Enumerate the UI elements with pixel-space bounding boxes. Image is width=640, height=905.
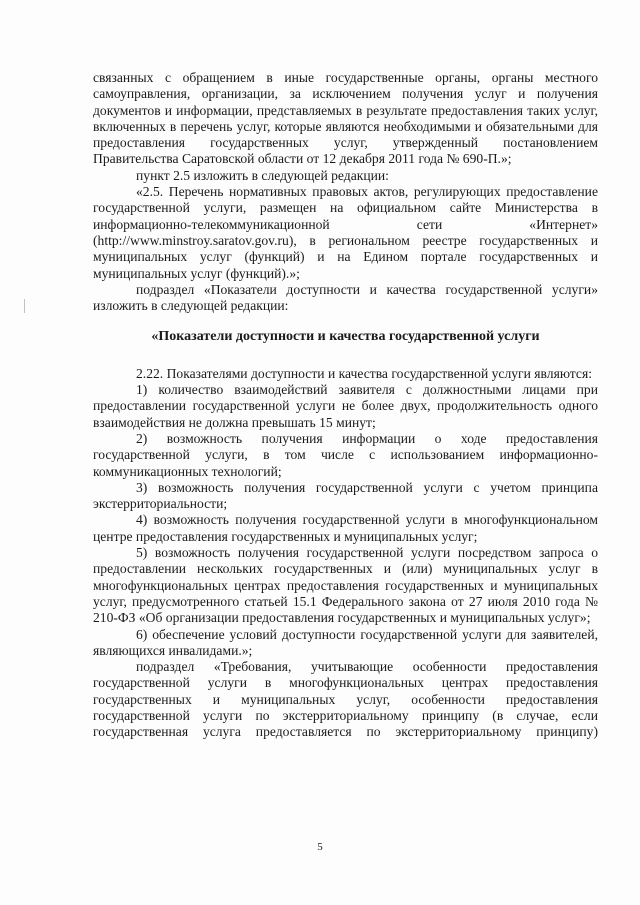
list-item-3: 3) возможность получения государственной услуги с учетом принципа экстерриториальности; [93, 479, 598, 512]
paragraph-point-2-5-intro: пункт 2.5 изложить в следующей редакции: [136, 167, 389, 183]
paragraph-continuation: связанных с обращением в иные государственные органы, органы местного самоуправления, организации, за исключением получения услуг и получения документов и информации, представляемых в результате предоставления таких услуг, включенных в перечень услуг, которые являются необходимыми и обязательными для предоставления государственных услуг, утвержденный постановлением Правительства Саратовской области от 12 декабря 2011 года № 690-П.»; [93, 70, 598, 167]
list-item-4: 4) возможность получения государственной услуги в многофункциональном центре предоставления государственных и муниципальных услуг; [93, 512, 598, 544]
paragraph-2-22: 2.22. Показателями доступности и качества государственной услуги являются: [136, 365, 592, 381]
margin-mark [24, 299, 25, 313]
list-item-2: 2) возможность получения информации о ходе предоставления государственной услуги, в том числе с использованием информационно-коммуникационных технологий; [93, 430, 598, 479]
paragraph-subsection-intro: подраздел «Показатели доступности и качества государственной услуги» изложить в следующей редакции: [93, 281, 598, 314]
list-item-5: 5) возможность получения государственной услуги посредством запроса о предоставлении нескольких государственных и (или) муниципальных услуг в многофункциональных центрах предоставления государственных и муниципальных услуг, предусмотренного статьей 15.1 Федерального закона от 27 июля 2010 года № 210-ФЗ «Об организации предоставления государственных и муниципальных услуг»; [93, 545, 598, 626]
document-body [93, 70, 598, 741]
paragraph-point-2-5: «2.5. Перечень нормативных правовых актов, регулирующих предоставление государственной услуги, размещен на официальном сайте Министерства в информационно-телекоммуникационной сети «Интернет» (http://www.minstroy.saratov.gov.ru), в региональном реестре государственных и муниципальных услуг (функций) и на Едином портале государственных и муниципальных услуг (функций).»; [93, 184, 598, 281]
list-item-1: 1) количество взаимодействий заявителя с должностными лицами при предоставлении государственной услуги не более двух, продолжительность одного взаимодействия не должна превышать 15 минут; [93, 382, 598, 430]
page-number: 5 [317, 841, 323, 853]
paragraph-requirements-subsection: подраздел «Требования, учитывающие особенности предоставления государственной услуги в многофункциональных центрах предоставления государственных и муниципальных услуг, особенности предоставления государственной услуги по экстерриториальному принципу (в случае, если государственная услуга предоставляется по экстерриториальному принципу) [93, 659, 598, 740]
list-item-6: 6) обеспечение условий доступности государственной услуги для заявителей, являющихся инвалидами.»; [93, 626, 598, 658]
section-heading: «Показатели доступности и качества государственной услуги [151, 329, 540, 345]
